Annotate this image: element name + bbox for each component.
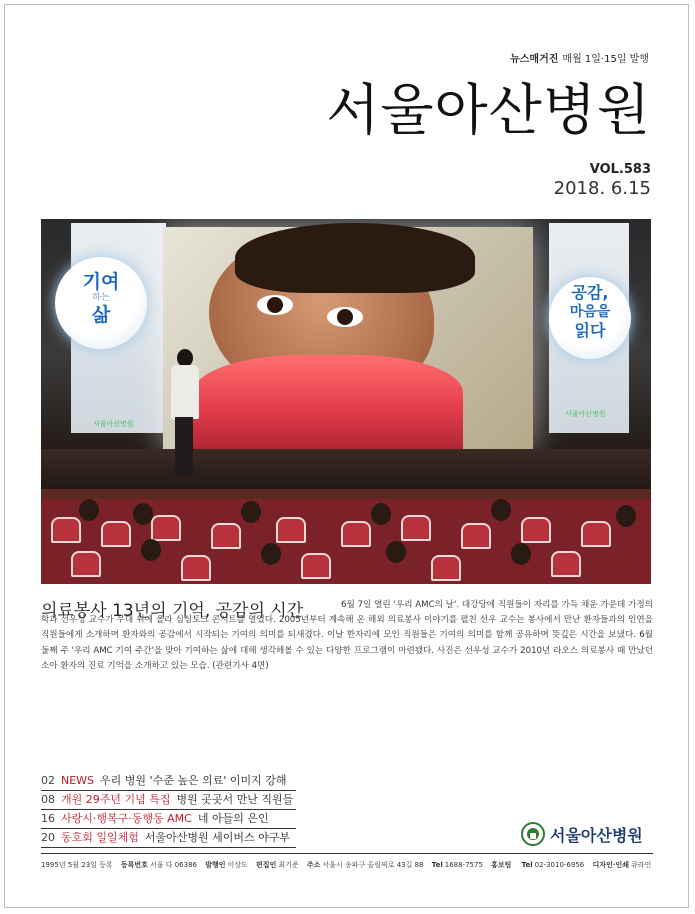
audience-head <box>371 503 391 525</box>
audience-head <box>386 541 406 563</box>
imprint-reg-label: 등록번호 <box>120 861 148 869</box>
audience-head <box>616 505 636 527</box>
right-banner-line3: 읽다 <box>574 321 606 340</box>
masthead-title: 서울아산병원 <box>326 78 651 142</box>
hospital-emblem-icon <box>521 822 545 846</box>
projection-screen <box>163 227 533 449</box>
right-banner-line2: 마음을 <box>569 304 611 320</box>
cover-headline: 의료봉사 13년의 기억, 공감의 시간 <box>41 601 304 621</box>
issue-date: 2018. 6.15 <box>553 178 651 199</box>
cover-photo <box>41 219 651 584</box>
audience-seat <box>301 553 331 579</box>
child-eye-right <box>327 307 363 327</box>
issue-kicker <box>510 50 649 65</box>
audience-seat <box>461 523 491 549</box>
toc-page: 16 <box>41 812 55 825</box>
imprint-design-label: 디자인·인쇄 <box>592 861 629 869</box>
audience-seat <box>551 551 581 577</box>
toc-item[interactable] <box>41 810 296 829</box>
toc-section: NEWS <box>61 774 95 787</box>
toc-page: 02 <box>41 774 55 787</box>
child-eye-left <box>257 295 293 315</box>
audience-seat <box>276 517 306 543</box>
audience-head <box>141 539 161 561</box>
imprint-design: 큐라인 <box>630 861 652 869</box>
imprint-pr-label: 홍보팀 <box>491 861 512 869</box>
toc-title: 네 아들의 은인 <box>197 812 269 825</box>
audience-seat <box>101 521 131 547</box>
imprint-editor-label: 편집인 <box>256 861 277 869</box>
speaker-figure <box>169 349 199 479</box>
toc-page: 20 <box>41 831 55 844</box>
audience-seat <box>151 515 181 541</box>
child-hair <box>235 223 475 293</box>
audience-seat <box>341 521 371 547</box>
left-banner-line3: 삶 <box>91 304 111 326</box>
toc-page: 08 <box>41 793 55 806</box>
table-of-contents <box>41 772 296 848</box>
speaker-white-coat <box>171 365 199 419</box>
kicker-schedule: 매월 1일·15일 발행 <box>562 54 649 65</box>
toc-title: 우리 병원 '수준 높은 의료' 이미지 강해 <box>100 774 287 787</box>
left-banner-circle <box>55 257 147 349</box>
volume-number: VOL.583 <box>589 162 651 177</box>
left-banner-logo: 서울아산병원 <box>93 420 134 428</box>
right-banner-circle <box>549 277 631 359</box>
imprint <box>41 860 653 870</box>
audience-head <box>261 543 281 565</box>
toc-item[interactable] <box>41 772 296 791</box>
toc-title: 서울아산병원 세이버스 야구부 <box>144 831 291 844</box>
imprint-address-label: 주소 <box>306 861 321 869</box>
audience-head <box>511 543 531 565</box>
toc-section: 동호회 일일체험 <box>61 831 139 844</box>
toc-item[interactable] <box>41 791 296 810</box>
left-banner-line1: 기여 <box>82 271 120 293</box>
audience-seat <box>51 517 81 543</box>
kicker-label: 뉴스매거진 <box>510 54 559 65</box>
imprint-pr-tel: 02-3010-6956 <box>534 861 585 869</box>
audience-seat <box>181 555 211 581</box>
right-banner-logo: 서울아산병원 <box>565 410 606 418</box>
imprint-reg-date: 1995년 5월 23일 등록 <box>41 861 113 869</box>
toc-item[interactable] <box>41 829 296 848</box>
right-banner-line1: 공감, <box>571 283 609 302</box>
imprint-divider <box>41 853 653 854</box>
audience-seat <box>71 551 101 577</box>
imprint-address: 서울시 송파구 올림픽로 43길 88 <box>322 861 424 869</box>
hospital-logo-text: 서울아산병원 <box>550 825 643 845</box>
imprint-reg-value: 서울 다 06386 <box>149 861 197 869</box>
photo-caption: 6월 7일 열린 '우리 AMC의 날'. 대강당에 직원들이 자리를 가득 채운 가운데 가정의학과 선우성 교수가 무대 위에 올라 심심토크 콘서트를 열었다. 2005년부터 계속해 온 해외 의료봉사 이야기를 펼친 선우 교수는 봉사에서 만난 환자들과의 인연을 직원들에게 소개하며 환자와의 공감에서 시작되는 기여의 의미를 되새겼다. 이날 한자리에 모인 직원들은 기여의 의미를 함께 공유하며 뜻깊은 시간을 보냈다. 6월 둘째 주 '우리 AMC 기여 주간'을 맞아 기여하는 삶에 대해 생각해볼 수 있는 다양한 프로그램이 마련됐다. 사진은 선우성 교수가 2010년 라오스 의료봉사 때 만났던 소아 환자의 진료 기억을 소개하고 있는 모습. (관련기사 4면) <box>41 600 653 671</box>
child-red-jacket <box>193 355 463 449</box>
audience-head <box>133 503 153 525</box>
hospital-logo <box>521 822 643 846</box>
imprint-editor: 최기준 <box>278 861 299 869</box>
toc-section: 사랑시·행복구·동행동 AMC <box>61 812 192 825</box>
imprint-pr-tel-label: Tel <box>521 861 533 869</box>
audience-head <box>491 499 511 521</box>
imprint-tel: 1688-7575 <box>444 861 483 869</box>
imprint-publisher-label: 발행인 <box>205 861 226 869</box>
audience-seats <box>41 499 651 584</box>
audience-head <box>79 499 99 521</box>
toc-title: 병원 곳곳서 만난 직원들 <box>176 793 294 806</box>
audience-seat <box>401 515 431 541</box>
imprint-publisher: 이상도 <box>227 861 248 869</box>
audience-head <box>241 501 261 523</box>
audience-seat <box>581 521 611 547</box>
imprint-tel-label: Tel <box>431 861 443 869</box>
audience-seat <box>521 517 551 543</box>
speaker-legs <box>175 417 193 475</box>
audience-seat <box>431 555 461 581</box>
left-banner-line2: 하는 <box>92 293 110 303</box>
toc-section: 개원 29주년 기념 특집 <box>61 793 171 806</box>
audience-seat <box>211 523 241 549</box>
